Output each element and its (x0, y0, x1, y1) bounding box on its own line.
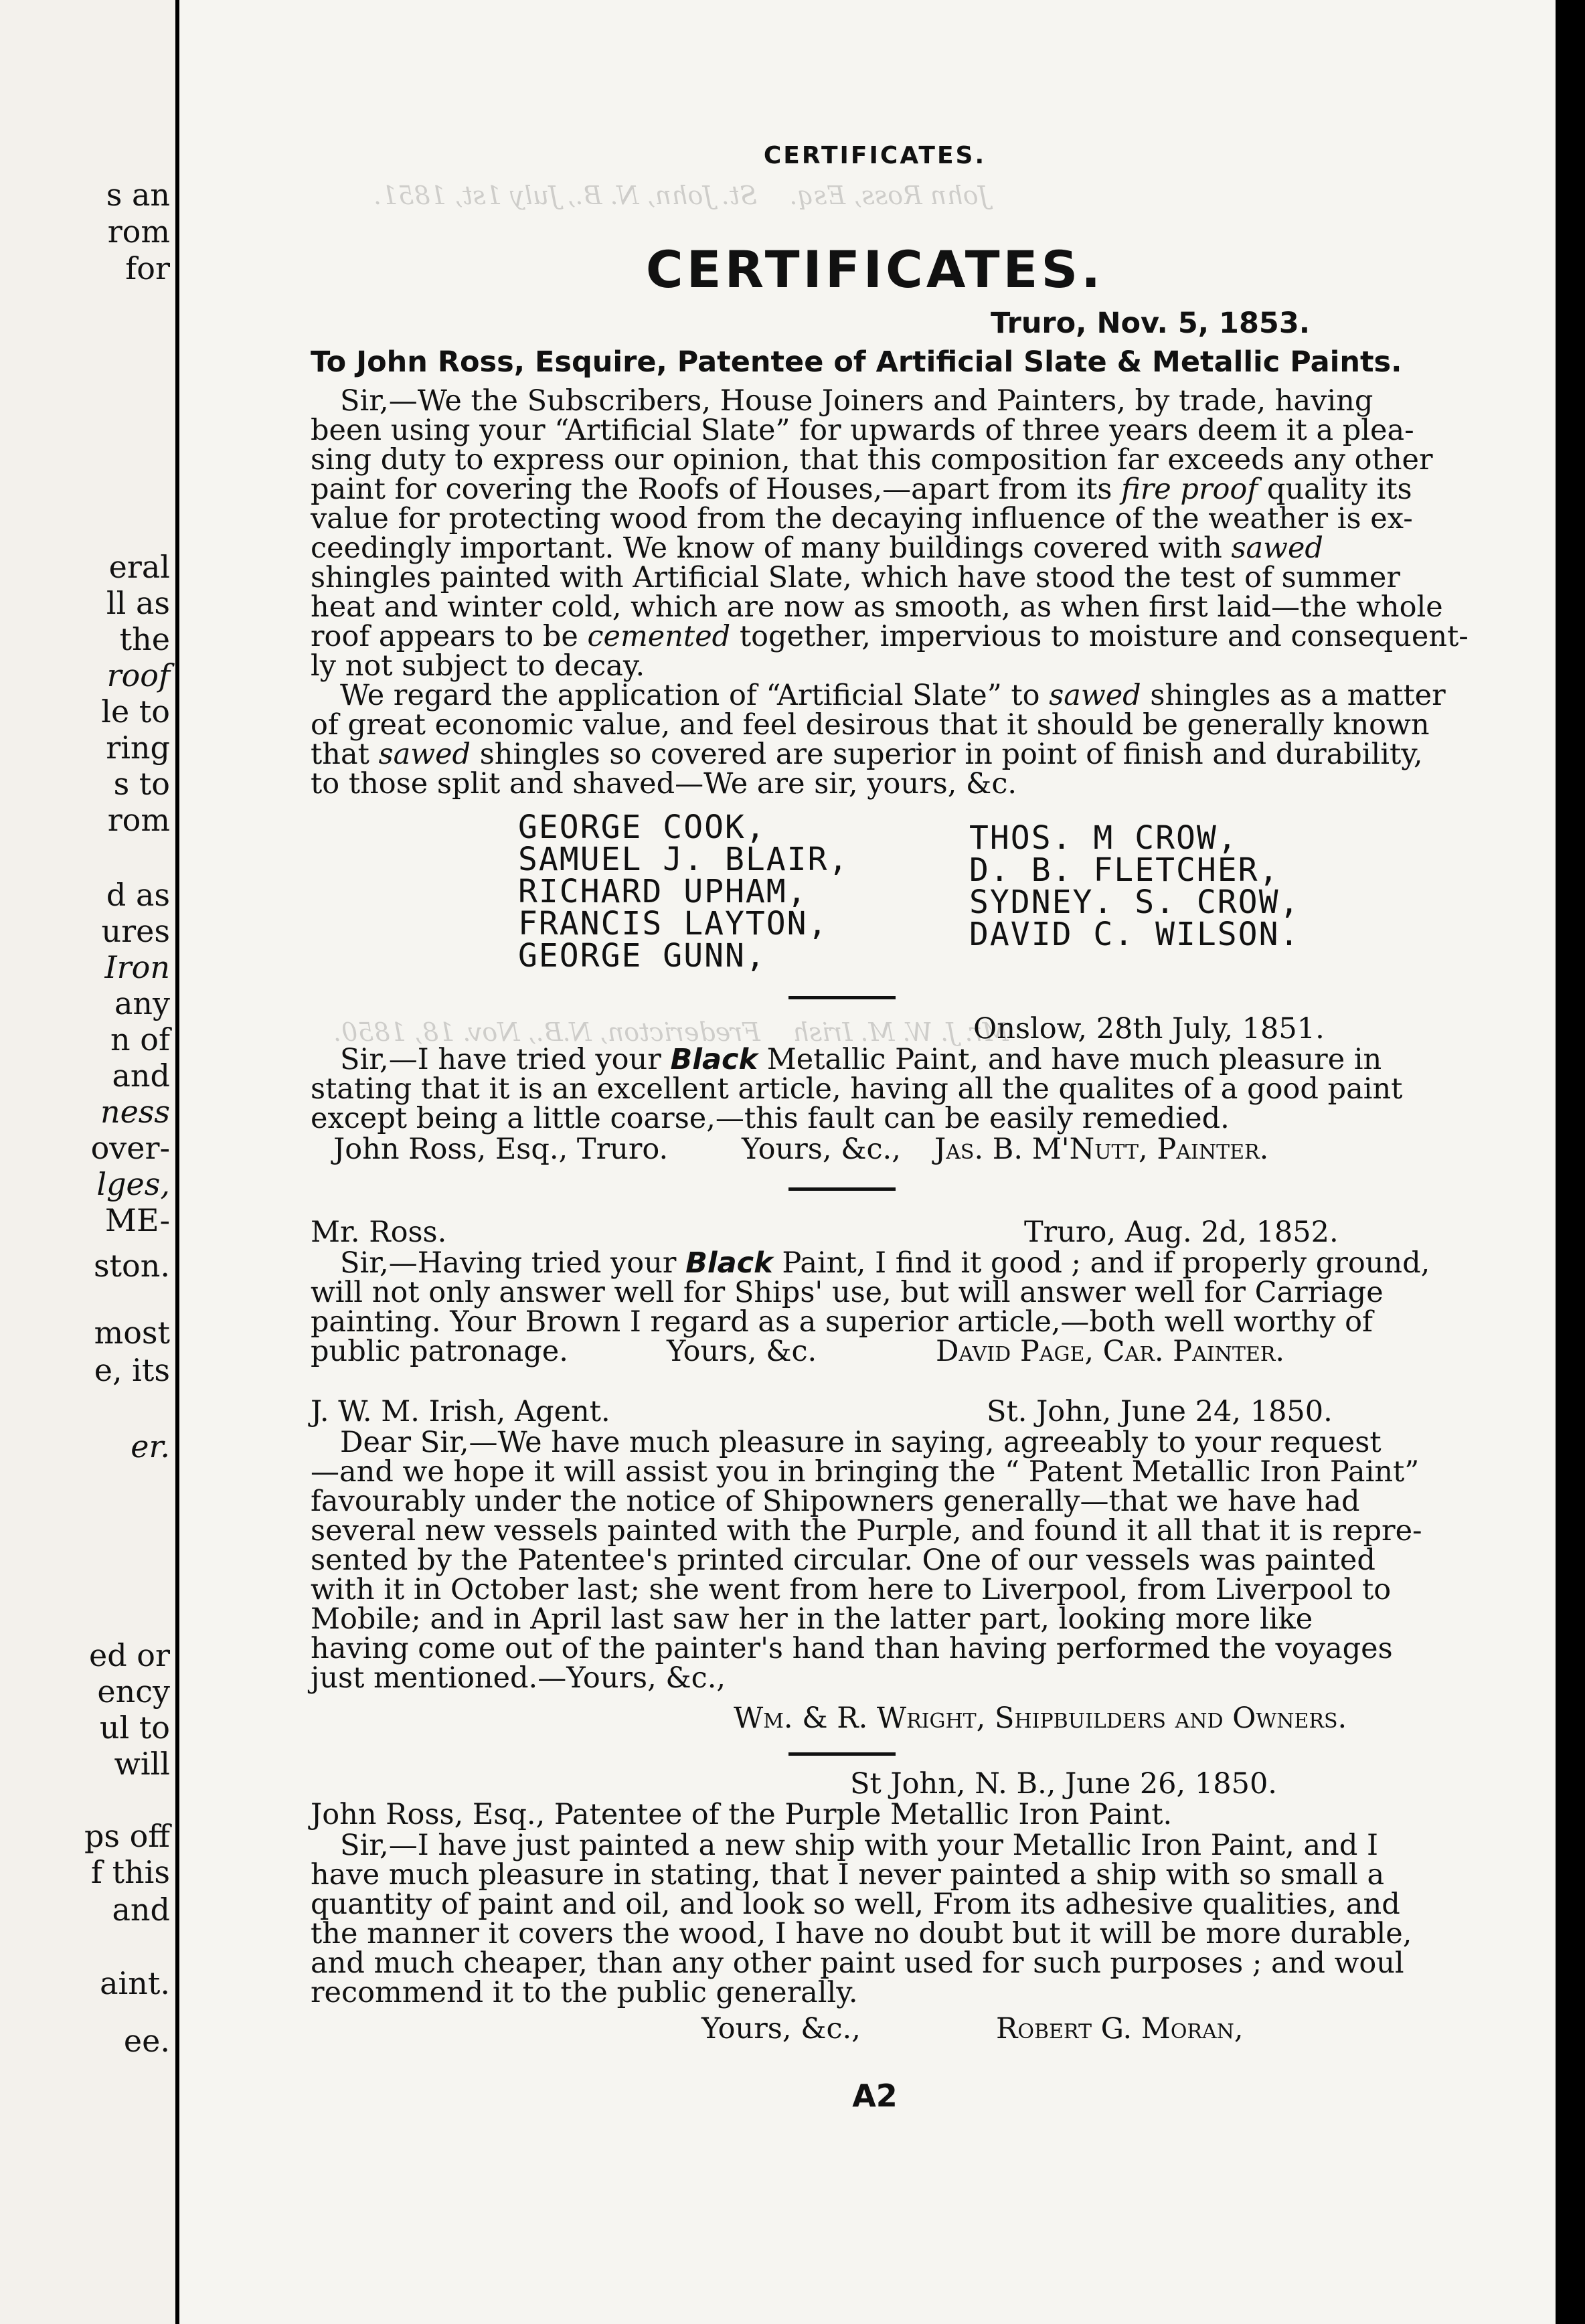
letter-line: stating that it is an excellent article, having all the qualites of a good paint (311, 1072, 1403, 1106)
letter-line: Dear Sir,—We have much pleasure in saying, agreeably to your request (340, 1426, 1382, 1459)
text-run: shingles as a matter (1141, 679, 1446, 712)
addressee: John Ross, Esq., Patentee of the Purple Metallic Iron Paint. (311, 1798, 1173, 1831)
facing-fragment: ll as (106, 585, 170, 621)
facing-fragment: most (94, 1315, 170, 1351)
show-through: Mr. J. W. M. Irish Fredericton, N.B., Nov. 18, 1850. (333, 1017, 1009, 1047)
facing-fragment: for (125, 250, 170, 286)
signatory: SAMUEL J. BLAIR, (518, 841, 849, 878)
facing-fragment: and (112, 1892, 170, 1928)
facing-fragment: s an (106, 177, 170, 213)
facing-fragment: s to (113, 766, 170, 802)
facing-fragment: ston. (93, 1248, 170, 1284)
closing: Yours, &c., (742, 1133, 901, 1166)
facing-fragment: roof (106, 657, 170, 693)
facing-fragment: ul to (99, 1710, 170, 1746)
dateline: Truro, Aug. 2d, 1852. (1024, 1216, 1339, 1249)
letter-line: to those split and shaved—We are sir, yours, &c. (311, 767, 1017, 801)
facing-fragment: ness (100, 1094, 170, 1130)
italic-run: sawed (1231, 531, 1323, 565)
text-run: We regard the application of “Artificial Slate” to (340, 679, 1040, 712)
italic-run: cemented (587, 620, 731, 653)
facing-fragment: will (114, 1746, 170, 1782)
running-head: CERTIFICATES. (763, 142, 987, 169)
facing-fragment: aint. (100, 1965, 170, 2001)
letter-line: just mentioned.—Yours, &c., (311, 1661, 726, 1695)
italic-run: Black (685, 1246, 773, 1280)
dateline: Onslow, 28th July, 1851. (973, 1012, 1325, 1046)
letter-line: and much cheaper, than any other paint used for such purposes ; and woul (311, 1946, 1404, 1980)
facing-fragment: e, its (94, 1352, 170, 1388)
letter-line: heat and winter cold, which are now as smooth, as when first laid—the whole (311, 590, 1443, 624)
signatory: GEORGE GUNN, (518, 937, 766, 975)
letter-line: public patronage. (311, 1335, 568, 1368)
letter-line: Sir,—We the Subscribers, House Joiners and Painters, by trade, having (340, 384, 1373, 418)
signatory: DAVID C. WILSON. (969, 916, 1301, 953)
closing: Yours, &c. (667, 1335, 817, 1368)
addressee: J. W. M. Irish, Agent. (311, 1395, 610, 1428)
section-rule (788, 1187, 896, 1191)
letter-line: of great economic value, and feel desirous that it should be generally known (311, 708, 1430, 742)
page-folio: A2 (852, 2078, 898, 2114)
letter-line: recommend it to the public generally. (311, 1976, 858, 2009)
letter-line: the manner it covers the wood, I have no doubt but it will be more durable, (311, 1917, 1412, 1950)
signature: Jas. B. M'Nutt, Painter. (934, 1133, 1269, 1166)
signatory: RICHARD UPHAM, (518, 873, 808, 910)
italic-run: sawed (1049, 679, 1141, 712)
facing-fragment: Iron (104, 949, 170, 985)
signature: Robert G. Moran, (996, 2012, 1244, 2046)
facing-fragment: ee. (123, 2023, 170, 2059)
letter-line (311, 531, 1323, 565)
facing-fragment: ency (97, 1673, 170, 1710)
text-run: shingles so covered are superior in point of finish and durability, (471, 738, 1423, 771)
letter-line (311, 740, 1423, 769)
facing-fragment: d as (106, 877, 170, 913)
signature: Wm. & R. Wright, Shipbuilders and Owners. (734, 1702, 1347, 1735)
facing-fragment: rom (107, 802, 170, 838)
italic-run: fire proof (1121, 473, 1258, 506)
facing-fragment: ures (101, 913, 170, 949)
text-run: roof appears to be (311, 620, 578, 653)
signatory: D. B. FLETCHER, (969, 851, 1280, 889)
dateline: Truro, Nov. 5, 1853. (991, 307, 1311, 340)
signatory: THOS. M CROW, (969, 819, 1238, 857)
letter-line: sing duty to express our opinion, that this composition far exceeds any other (311, 443, 1433, 477)
facing-fragment: f this (90, 1854, 170, 1890)
text-run: not subject to decay. (345, 649, 645, 683)
addressee: John Ross, Esq., Truro. (333, 1133, 669, 1166)
signatory: FRANCIS LAYTON, (518, 905, 829, 942)
signatory: SYDNEY. S. CROW, (969, 884, 1301, 921)
text-run: Sir,—I have tried your (340, 1043, 661, 1076)
page-edge (1556, 0, 1570, 2324)
letter-line: have much pleasure in stating, that I never painted a ship with so small a (311, 1858, 1385, 1892)
addressee: To John Ross, Esquire, Patentee of Artificial Slate & Metallic Paints. (311, 345, 1402, 379)
letter-line: —and we hope it will assist you in bringing the “ Patent Metallic Iron Paint” (311, 1455, 1420, 1489)
letter-line: having come out of the painter's hand than having performed the voyages (311, 1632, 1393, 1665)
signatory: GEORGE COOK, (518, 809, 766, 846)
show-through: John Ross, Esq. St. John, N. B., July 1st, 1851. (373, 181, 989, 210)
letter-line: will not only answer well for Ships' use, but will answer well for Carriage (311, 1276, 1384, 1309)
letter-line: been using your “Artificial Slate” for upwards of three years deem it a plea- (311, 414, 1414, 447)
letter-line: favourably under the notice of Shipowners generally—that we have had (311, 1485, 1360, 1518)
letter-line: painting. Your Brown I regard as a superior article,—both well worthy of (311, 1305, 1373, 1339)
letter-line (340, 1246, 1430, 1280)
facing-fragment: the (119, 621, 170, 657)
text-run: Sir,—Having tried your (340, 1246, 677, 1280)
facing-fragment: ps off (84, 1818, 170, 1854)
letter-line (311, 475, 1412, 504)
letter-line: quantity of paint and oil, and look so well, From its adhesive qualities, and (311, 1888, 1400, 1921)
facing-page-strip (0, 0, 175, 2324)
text-run: that (311, 738, 369, 771)
letter-line: Mobile; and in April last saw her in the latter part, looking more like (311, 1602, 1313, 1636)
facing-fragment: n of (110, 1021, 170, 1058)
text-run: Paint, I find it good ; and if properly ground, (782, 1246, 1430, 1280)
closing: Yours, &c., (701, 2012, 861, 2046)
letter-line (311, 622, 1469, 651)
italic-run: sawed (378, 738, 471, 771)
letter-line: value for protecting wood from the decaying influence of the weather is ex- (311, 502, 1413, 535)
text-run: ceedingly important. We know of many buildings covered with (311, 531, 1222, 565)
facing-fragment: ring (106, 730, 170, 766)
text-run: together, impervious to moisture and consequent- (730, 620, 1469, 653)
section-rule (788, 996, 896, 999)
dateline: St John, N. B., June 26, 1850. (850, 1767, 1277, 1801)
letter-line: shingles painted with Artificial Slate, which have stood the test of summer (311, 561, 1400, 594)
facing-fragment: any (114, 985, 170, 1021)
addressee: Mr. Ross. (311, 1216, 447, 1249)
section-rule (788, 1752, 896, 1756)
dateline: St. John, June 24, 1850. (987, 1395, 1333, 1428)
facing-fragment: over- (90, 1130, 170, 1166)
letter-line: several new vessels painted with the Purple, and found it all that it is repre- (311, 1514, 1422, 1548)
text-run: paint for covering the Roofs of Houses,—apart from its (311, 473, 1112, 506)
text-run: quality its (1258, 473, 1412, 506)
document-page (179, 0, 1570, 2324)
facing-fragment: and (112, 1058, 170, 1094)
facing-fragment: ME- (104, 1202, 170, 1238)
letter-line: with it in October last; she went from here to Liverpool, from Liverpool to (311, 1573, 1392, 1606)
letter-line (311, 649, 645, 683)
page-title: CERTIFICATES. (645, 240, 1104, 299)
facing-fragment: eral (108, 549, 170, 585)
letter-line: except being a little coarse,—this fault can be easily remedied. (311, 1102, 1230, 1135)
letter-line (340, 681, 1446, 710)
letter-line: Sir,—I have just painted a new ship with your Metallic Iron Paint, and I (340, 1829, 1379, 1862)
signature: David Page, Car. Painter. (936, 1335, 1285, 1368)
facing-fragment: le to (101, 693, 170, 730)
facing-fragment: rom (107, 214, 170, 250)
letter-line (340, 1043, 1382, 1076)
text-run: Metallic Paint, and have much pleasure in (766, 1043, 1382, 1076)
italic-run: Black (670, 1043, 758, 1076)
facing-fragment: er. (131, 1428, 170, 1465)
letter-line: sented by the Patentee's printed circular. One of our vessels was painted (311, 1544, 1375, 1577)
text-run: ly (311, 649, 337, 683)
facing-fragment: lges, (96, 1166, 170, 1202)
facing-fragment: ed or (89, 1637, 170, 1673)
